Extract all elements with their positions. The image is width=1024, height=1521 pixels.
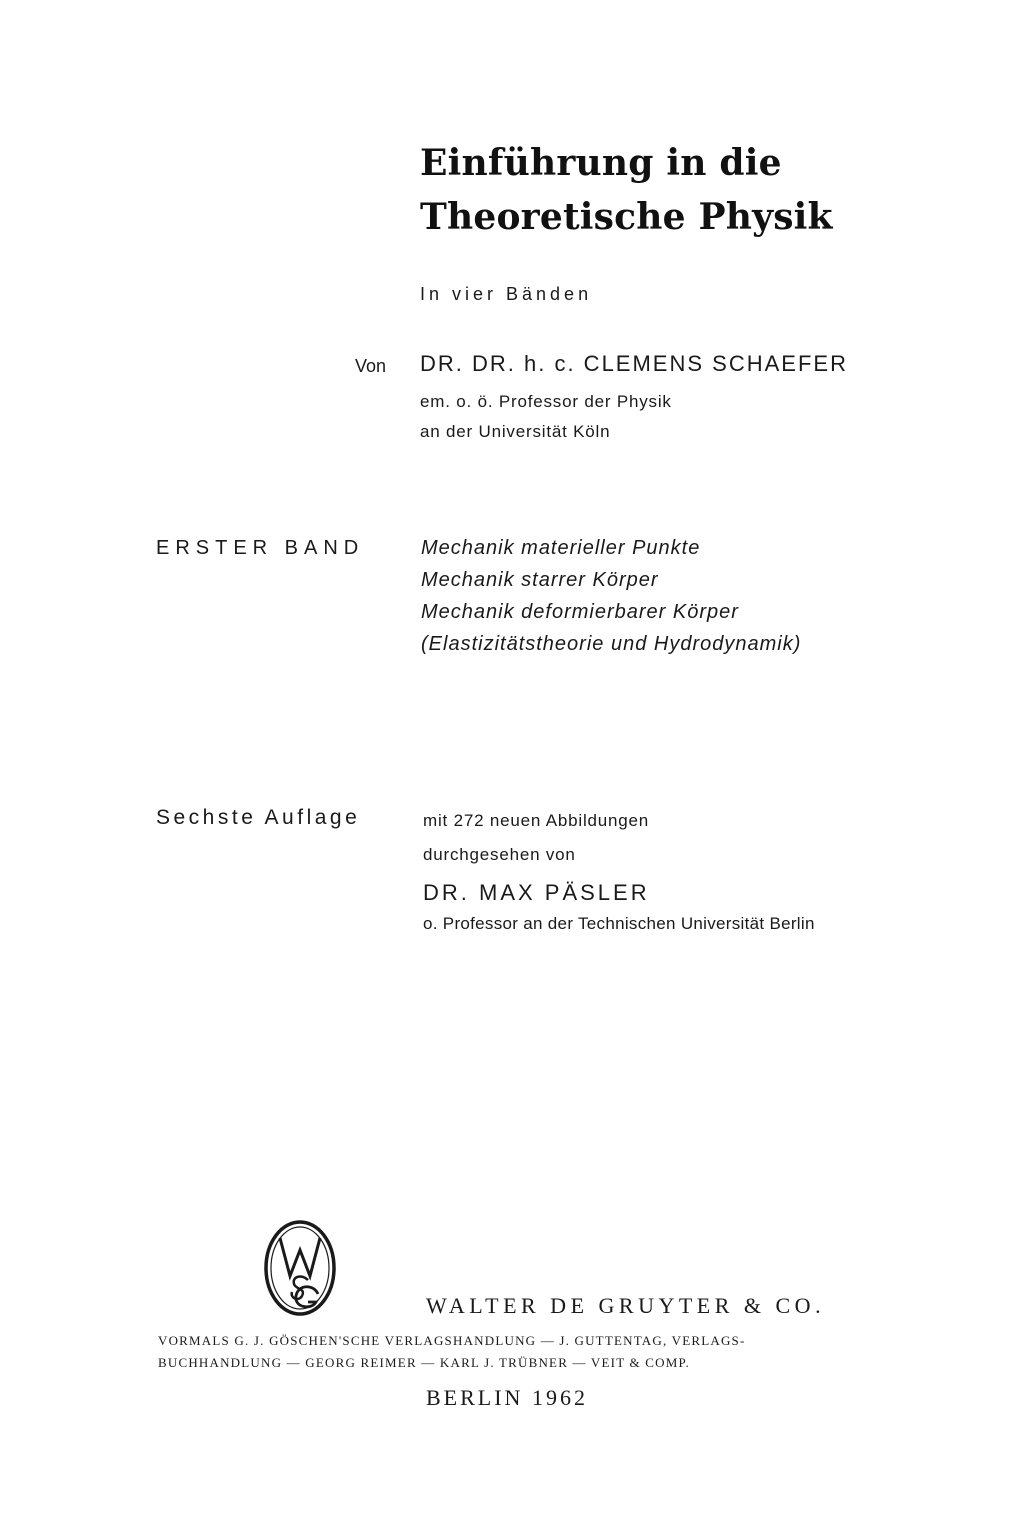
author-name: DR. DR. h. c. CLEMENS SCHAEFER: [420, 351, 848, 376]
book-title-line-2: Theoretische Physik: [420, 196, 833, 238]
volumes-note: In vier Bänden: [420, 284, 593, 304]
wdg-publisher-logo-icon: [262, 1218, 338, 1318]
publisher-name: WALTER DE GRUYTER & CO.: [426, 1293, 826, 1318]
publication-city-year: BERLIN 1962: [426, 1385, 588, 1410]
book-title-line-1: Einführung in die: [420, 142, 782, 184]
volume-content-3: Mechanik deformierbarer Körper: [421, 601, 739, 623]
author-prefix: Von: [355, 356, 387, 376]
volume-content-2: Mechanik starrer Körper: [421, 569, 659, 591]
reviser-name: DR. MAX PÄSLER: [423, 880, 650, 905]
edition-revised-by: durchgesehen von: [423, 845, 576, 864]
publisher-former-line-1: VORMALS G. J. GÖSCHEN'SCHE VERLAGSHANDLUNG — J. GUTTENTAG, VERLAGS-: [158, 1333, 746, 1348]
publisher-former-line-2: BUCHHANDLUNG — GEORG REIMER — KARL J. TRÜBNER — VEIT & COMP.: [158, 1355, 690, 1370]
author-affiliation-line-2: an der Universität Köln: [420, 422, 611, 441]
volume-content-1: Mechanik materieller Punkte: [421, 537, 701, 559]
author-affiliation-line-1: em. o. ö. Professor der Physik: [420, 392, 672, 411]
edition-label: Sechste Auflage: [156, 806, 361, 829]
volume-content-4: (Elastizitätstheorie und Hydrodynamik): [421, 633, 802, 655]
volume-label: ERSTER BAND: [156, 537, 365, 559]
edition-illustrations: mit 272 neuen Abbildungen: [423, 811, 650, 830]
reviser-affiliation: o. Professor an der Technischen Universität Berlin: [423, 914, 815, 933]
